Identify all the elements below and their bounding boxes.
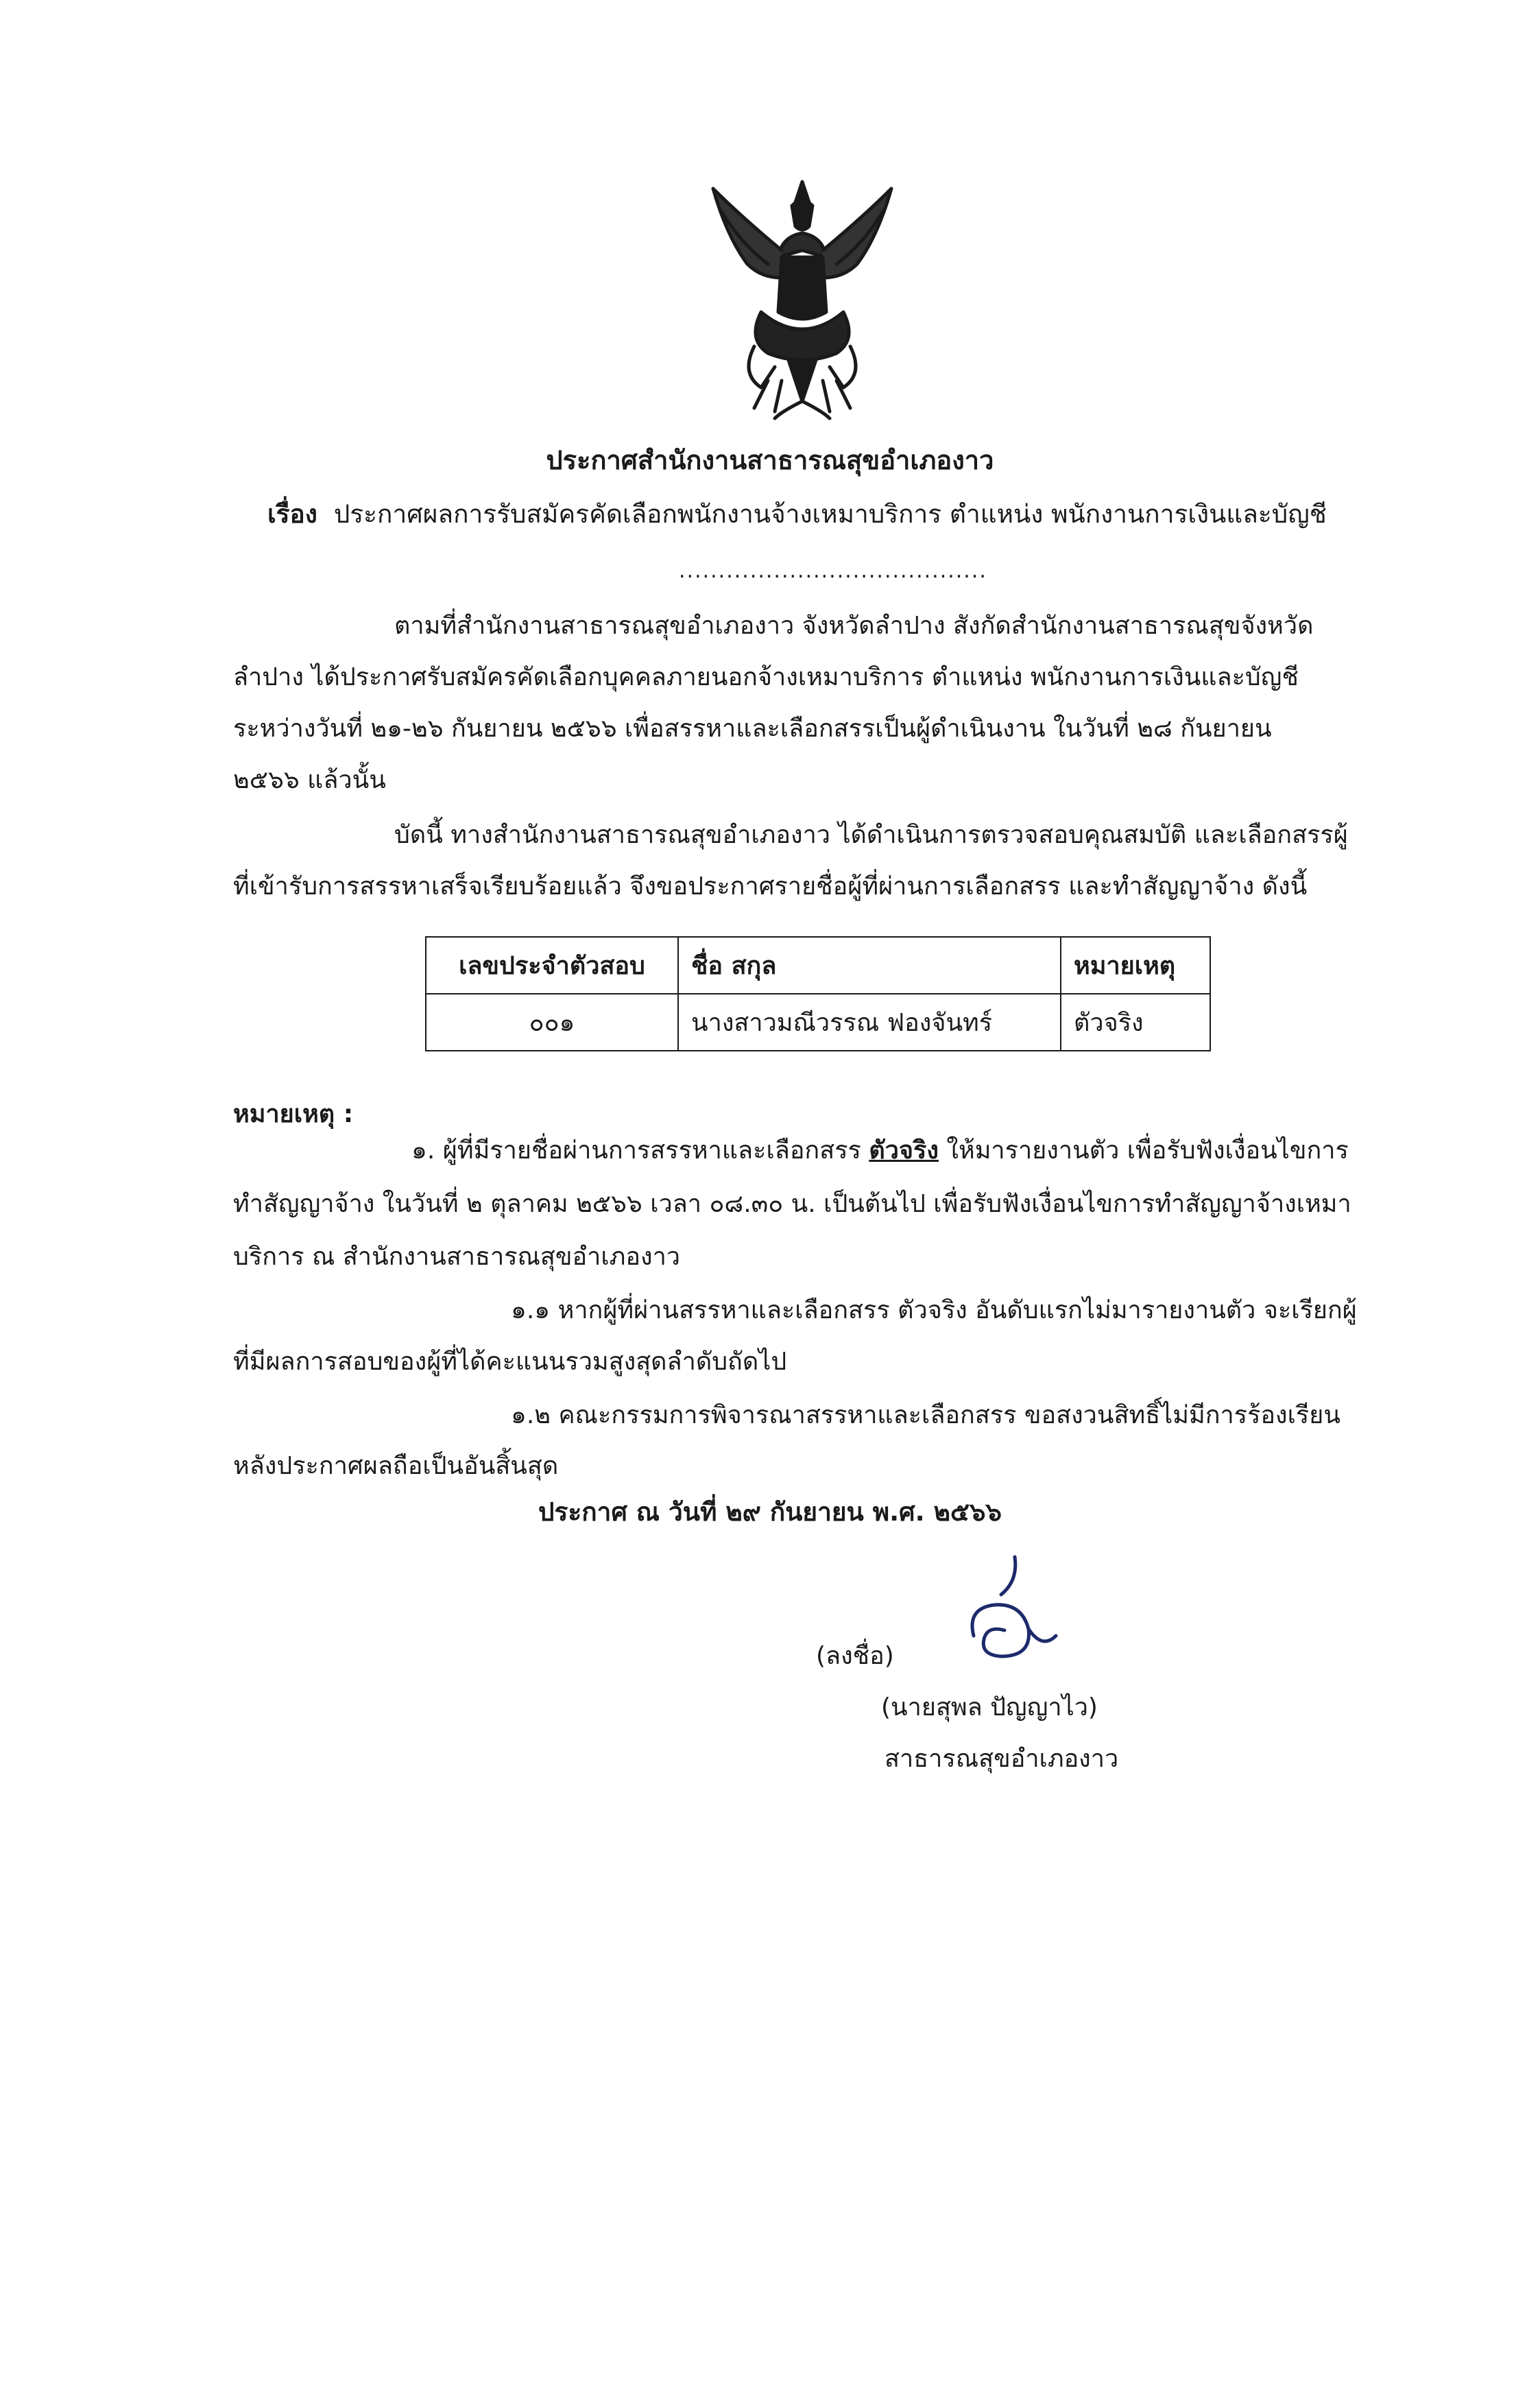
table-row: [426, 994, 1210, 1051]
note-1-1-line-2: ที่มีผลการสอบของผู้ที่ได้คะแนนรวมสูงสุดลำดับถัดไป: [233, 1348, 787, 1376]
handwritten-signature: [953, 1553, 1063, 1670]
result-table: [425, 936, 1211, 1051]
paragraph-2-line-1: บัดนี้ ทางสำนักงานสาธารณสุขอำเภองาว ได้ดำเนินการตรวจสอบคุณสมบัติ และเลือกสรรผู้: [394, 821, 1348, 849]
note-1-1-line-1: ๑.๑ หากผู้ที่ผ่านสรรหาและเลือกสรร ตัวจริง อันดับแรกไม่มารายงานตัว จะเรียกผู้: [511, 1296, 1357, 1324]
page-title: ประกาศสำนักงานสาธารณสุขอำเภองาว: [546, 445, 994, 475]
note-1-line-2: ทำสัญญาจ้าง ในวันที่ ๒ ตุลาคม ๒๕๖๖ เวลา ๐๘.๓๐ น. เป็นต้นไป เพื่อรับฟังเงื่อนไขการทำสัญญาจ้างเหมา: [233, 1190, 1351, 1218]
note-1-line-1: [411, 1136, 1349, 1165]
note-1-text-post: ให้มารายงานตัว เพื่อรับฟังเงื่อนไขการ: [946, 1136, 1349, 1165]
announcement-date: ประกาศ ณ วันที่ ๒๙ กันยายน พ.ศ. ๒๕๖๖: [538, 1497, 1002, 1527]
cell-remark: ตัวจริง: [1061, 994, 1210, 1051]
header-exam-id: เลขประจำตัวสอบ: [426, 937, 678, 994]
garuda-emblem-icon: [699, 175, 905, 422]
paragraph-1-line-4: ๒๕๖๖ แล้วนั้น: [233, 766, 386, 794]
note-1-emphasis: ตัวจริง: [869, 1136, 939, 1165]
paragraph-1-line-2: ลำปาง ได้ประกาศรับสมัครคัดเลือกบุคคลภายนอกจ้างเหมาบริการ ตำแหน่ง พนักงานการเงินและบัญชี: [233, 663, 1299, 691]
header-full-name: ชื่อ สกุล: [678, 937, 1061, 994]
paragraph-1-line-3: ระหว่างวันที่ ๒๑-๒๖ กันยายน ๒๕๖๖ เพื่อสรรหาและเลือกสรรเป็นผู้ดำเนินงาน ในวันที่ ๒๘ กันยายน: [233, 715, 1272, 743]
note-1-line-3: บริการ ณ สำนักงานสาธารณสุขอำเภองาว: [233, 1243, 681, 1271]
notes-heading: หมายเหตุ :: [233, 1100, 354, 1128]
signature-label: (ลงชื่อ): [816, 1642, 894, 1670]
note-1-2-line-1: ๑.๒ คณะกรรมการพิจารณาสรรหาและเลือกสรร ขอสงวนสิทธิ์ไม่มีการร้องเรียน: [511, 1401, 1340, 1429]
header-remark: หมายเหตุ: [1061, 937, 1210, 994]
subject-label: เรื่อง: [267, 499, 317, 529]
paragraph-2-line-2: ที่เข้ารับการสรรหาเสร็จเรียบร้อยแล้ว จึงขอประกาศรายชื่อผู้ที่ผ่านการเลือกสรร และทำสัญญาจ้าง ดังนี้: [233, 872, 1308, 901]
signatory-position: สาธารณสุขอำเภองาว: [885, 1745, 1119, 1773]
subject-text: ประกาศผลการรับสมัครคัดเลือกพนักงานจ้างเหมาบริการ ตำแหน่ง พนักงานการเงินและบัญชี: [333, 499, 1327, 529]
subject-line: [267, 494, 1327, 534]
paragraph-1-line-1: ตามที่สำนักงานสาธารณสุขอำเภองาว จังหวัดลำปาง สังกัดสำนักงานสาธารณสุขจังหวัด: [394, 612, 1314, 640]
note-1-2-line-2: หลังประกาศผลถือเป็นอันสิ้นสุด: [233, 1452, 559, 1480]
note-1-text-pre: ๑. ผู้ที่มีรายชื่อผ่านการสรรหาและเลือกสรร: [411, 1136, 861, 1165]
separator-dots: .......................................: [679, 559, 987, 583]
signatory-name: (นายสุพล ปัญญาไว): [881, 1693, 1098, 1722]
cell-full-name: นางสาวมณีวรรณ ฟองจันทร์: [678, 994, 1061, 1051]
cell-exam-id: ๐๐๑: [426, 994, 678, 1051]
table-header-row: [426, 937, 1210, 994]
